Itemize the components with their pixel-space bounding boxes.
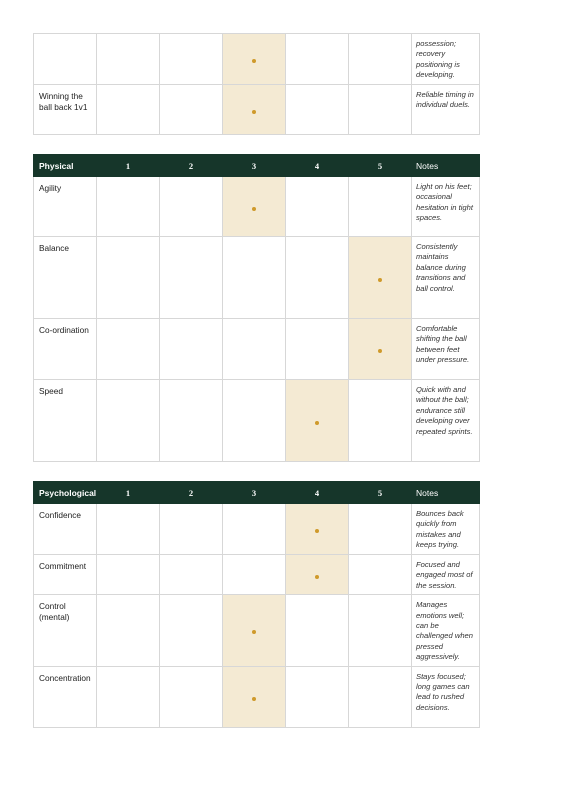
rating-cell-1 <box>97 504 160 555</box>
scale-1-header: 1 <box>97 482 160 504</box>
skill-label: Balance <box>34 237 97 319</box>
rating-cell-2 <box>160 237 223 319</box>
skill-label: Agility <box>34 177 97 237</box>
skill-label: Commitment <box>34 555 97 595</box>
skill-row <box>34 380 480 462</box>
rating-cell-5 <box>349 555 412 595</box>
rating-cell-5 <box>349 319 412 380</box>
rating-cell-3 <box>223 177 286 237</box>
skill-row <box>34 85 480 135</box>
rating-cell-5 <box>349 34 412 85</box>
rating-cell-3 <box>223 319 286 380</box>
skill-label: Winning the ball back 1v1 <box>34 85 97 135</box>
scale-4-header: 4 <box>286 482 349 504</box>
rating-dot <box>378 278 382 282</box>
psychological-header-row <box>34 482 480 504</box>
rating-cell-1 <box>97 85 160 135</box>
psychological-skills-table <box>33 481 480 728</box>
rating-cell-4 <box>286 85 349 135</box>
rating-cell-4 <box>286 380 349 462</box>
scale-3-header: 3 <box>223 482 286 504</box>
notes-header: Notes <box>412 482 480 504</box>
skill-row <box>34 504 480 555</box>
rating-cell-5 <box>349 85 412 135</box>
skill-row <box>34 666 480 727</box>
rating-cell-1 <box>97 319 160 380</box>
rating-cell-3 <box>223 595 286 666</box>
rating-dot <box>315 575 319 579</box>
psychological-section-title: Psychological <box>34 482 97 504</box>
skill-note: Focused and engaged most of the session. <box>412 555 480 595</box>
rating-cell-1 <box>97 555 160 595</box>
skill-label: Speed <box>34 380 97 462</box>
skill-note: possession; recovery positioning is developing. <box>412 34 480 85</box>
rating-cell-2 <box>160 319 223 380</box>
rating-cell-2 <box>160 85 223 135</box>
skill-label: Control (mental) <box>34 595 97 666</box>
skill-row <box>34 555 480 595</box>
rating-dot <box>252 630 256 634</box>
rating-dot <box>252 697 256 701</box>
rating-cell-4 <box>286 177 349 237</box>
rating-cell-5 <box>349 237 412 319</box>
technical-skills-table <box>33 33 480 135</box>
skill-note: Stays focused; long games can lead to rushed decisions. <box>412 666 480 727</box>
rating-cell-5 <box>349 666 412 727</box>
rating-cell-4 <box>286 555 349 595</box>
skill-row <box>34 34 480 85</box>
scale-1-header: 1 <box>97 155 160 177</box>
rating-dot <box>252 110 256 114</box>
scale-4-header: 4 <box>286 155 349 177</box>
rating-cell-2 <box>160 504 223 555</box>
skill-row <box>34 319 480 380</box>
skill-label <box>34 34 97 85</box>
scale-5-header: 5 <box>349 482 412 504</box>
skill-note: Reliable timing in individual duels. <box>412 85 480 135</box>
rating-cell-2 <box>160 666 223 727</box>
rating-cell-4 <box>286 237 349 319</box>
scale-2-header: 2 <box>160 155 223 177</box>
rating-cell-2 <box>160 177 223 237</box>
scale-5-header: 5 <box>349 155 412 177</box>
rating-cell-2 <box>160 555 223 595</box>
rating-cell-5 <box>349 595 412 666</box>
rating-cell-3 <box>223 666 286 727</box>
skill-label: Concentration <box>34 666 97 727</box>
rating-cell-3 <box>223 555 286 595</box>
rating-cell-5 <box>349 504 412 555</box>
rating-cell-1 <box>97 380 160 462</box>
rating-cell-3 <box>223 34 286 85</box>
rating-cell-1 <box>97 34 160 85</box>
skill-row <box>34 177 480 237</box>
physical-section-title: Physical <box>34 155 97 177</box>
rating-cell-1 <box>97 237 160 319</box>
skill-label: Co-ordination <box>34 319 97 380</box>
rating-dot <box>378 349 382 353</box>
rating-cell-3 <box>223 237 286 319</box>
skill-note: Manages emotions well; can be challenged when pressed aggressively. <box>412 595 480 666</box>
rating-cell-5 <box>349 177 412 237</box>
rating-cell-2 <box>160 380 223 462</box>
rating-cell-3 <box>223 504 286 555</box>
rating-cell-2 <box>160 34 223 85</box>
rating-cell-4 <box>286 34 349 85</box>
skill-note: Consistently maintains balance during transitions and ball control. <box>412 237 480 319</box>
rating-cell-1 <box>97 666 160 727</box>
scale-3-header: 3 <box>223 155 286 177</box>
rating-cell-4 <box>286 504 349 555</box>
physical-header-row <box>34 155 480 177</box>
rating-dot <box>315 529 319 533</box>
skill-row <box>34 237 480 319</box>
skill-note: Bounces back quickly from mistakes and keeps trying. <box>412 504 480 555</box>
skill-note: Quick with and without the ball; endurance still developing over repeated sprints. <box>412 380 480 462</box>
rating-cell-2 <box>160 595 223 666</box>
rating-cell-4 <box>286 595 349 666</box>
physical-skills-table <box>33 154 480 462</box>
rating-cell-4 <box>286 319 349 380</box>
rating-cell-1 <box>97 595 160 666</box>
rating-cell-4 <box>286 666 349 727</box>
rating-cell-3 <box>223 85 286 135</box>
notes-header: Notes <box>412 155 480 177</box>
rating-dot <box>315 421 319 425</box>
skill-label: Confidence <box>34 504 97 555</box>
skill-row <box>34 595 480 666</box>
rating-cell-1 <box>97 177 160 237</box>
rating-dot <box>252 207 256 211</box>
rating-cell-5 <box>349 380 412 462</box>
skill-note: Comfortable shifting the ball between feet under pressure. <box>412 319 480 380</box>
scale-2-header: 2 <box>160 482 223 504</box>
rating-dot <box>252 59 256 63</box>
rating-cell-3 <box>223 380 286 462</box>
skill-note: Light on his feet; occasional hesitation in tight spaces. <box>412 177 480 237</box>
